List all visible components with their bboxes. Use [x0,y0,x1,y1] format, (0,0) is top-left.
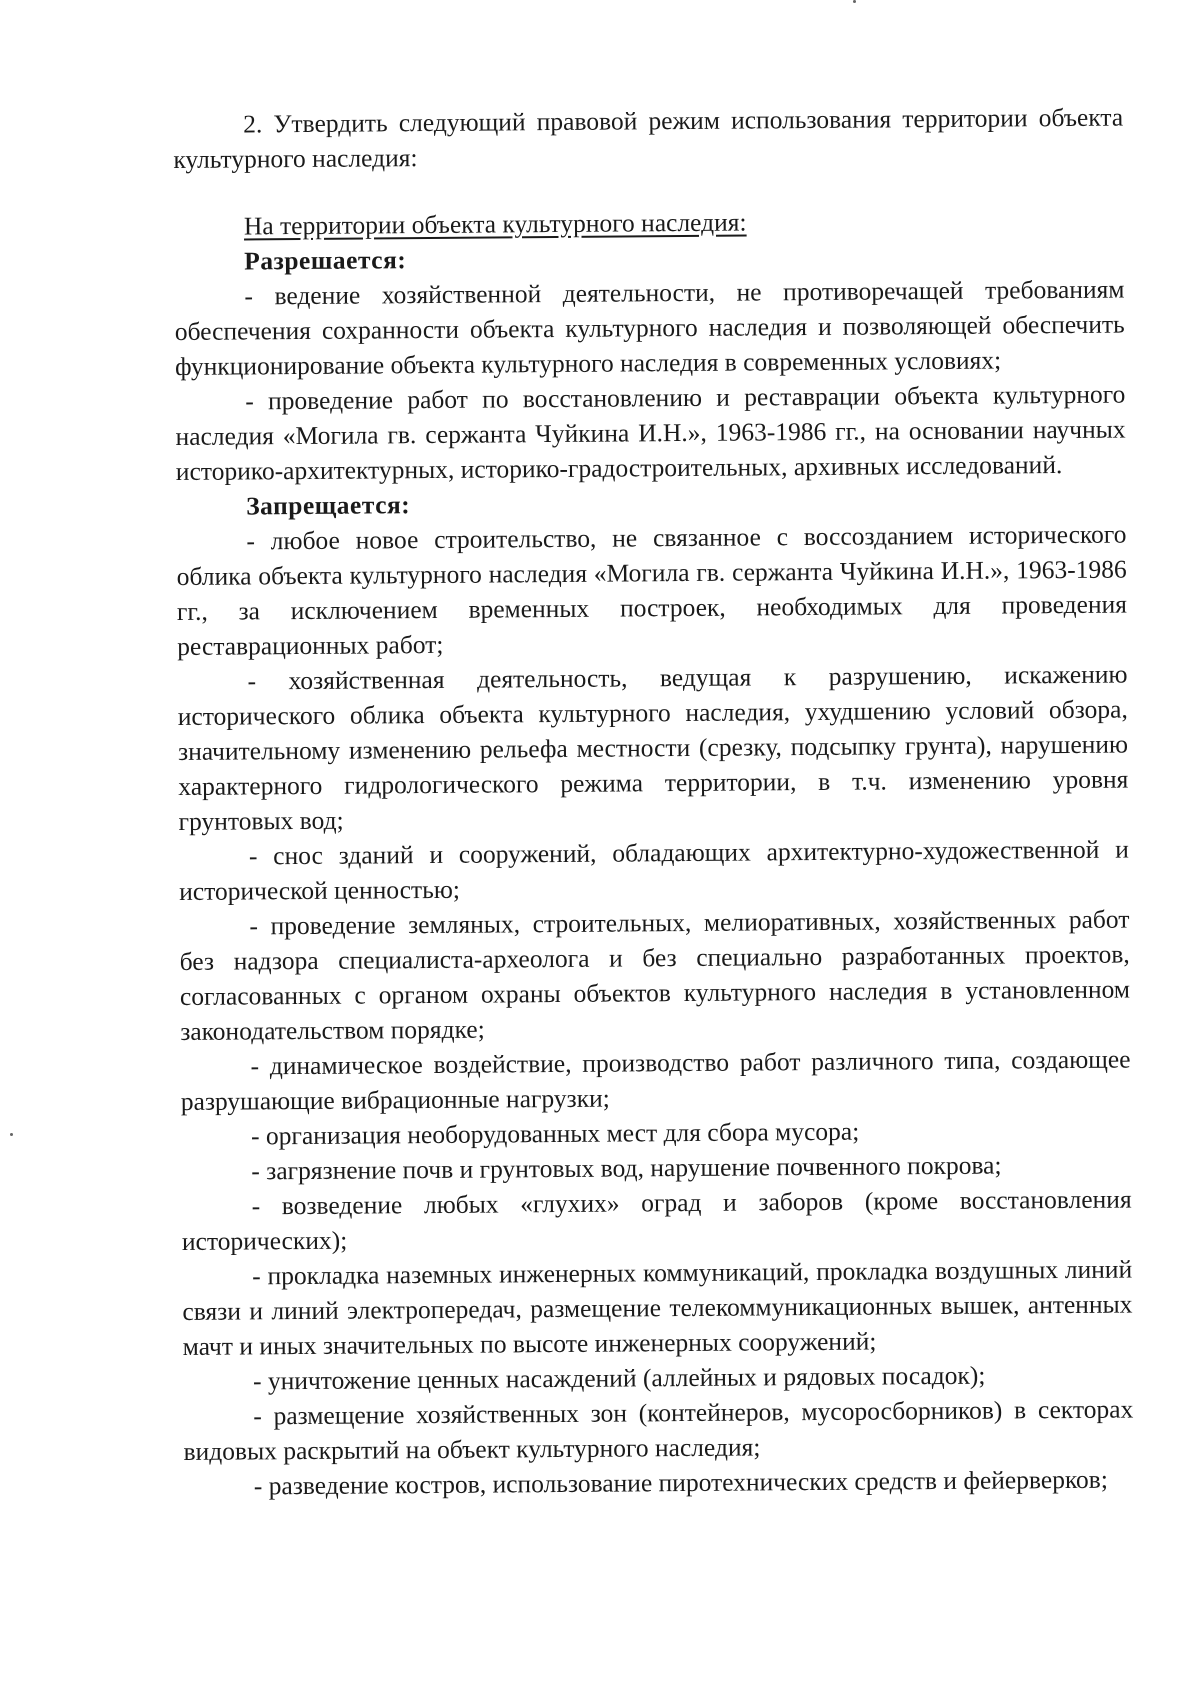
forbidden-label: Запрещается: [246,490,411,521]
forbidden-item: - размещение хозяйственных зон (контейнеров, мусоросборников) в секторах видовых раскрытий на объект культурного наследия; [183,1394,1134,1466]
intro-paragraph: 2. Утвердить следующий правовой режим использования территории объекта культурного наследия: [173,102,1124,174]
forbidden-item: - снос зданий и сооружений, обладающих архитектурно-художественной и исторической ценностью; [179,834,1129,906]
scan-speck [10,1133,13,1136]
forbidden-item: - организация необорудованных мест для сбора мусора; [250,1116,860,1151]
forbidden-item: - динамическое воздействие, производство работ различного типа, создающее разрушающие вибрационные нагрузки; [180,1044,1131,1116]
allowed-item: - ведение хозяйственной деятельности, не противоречащей требованиям обеспечения сохранности объекта культурного наследия и позволяющей обеспечить функционирование объекта культурного наследия в современных условиях; [174,274,1125,381]
forbidden-item: - проведение земляных, строительных, мелиоративных, хозяйственных работ без надзора специалиста-археолога и без специально разработанных проектов, согласованных с органом охраны объектов культурного наследия в установленном законодательством порядке; [179,904,1131,1046]
forbidden-list [176,517,1134,1504]
allowed-item: - проведение работ по восстановлению и реставрации объекта культурного наследия «Могила гв. сержанта Чуйкина И.Н.», 1963-1986 гг., на основании научных историко-архитектурных, историко-градостроительных, архивных исследований. [175,379,1126,486]
scan-speck [853,0,856,3]
allowed-list [174,272,1126,489]
forbidden-item: - любое новое строительство, не связанное с воссозданием исторического облика объекта культурного наследия «Могила гв. сержанта Чуйкина И.Н.», 1963-1986 гг., за исключением временных построек, необходимых для проведения реставрационных работ; [176,519,1128,661]
forbidden-item: - разведение костров, использование пиротехнических средств и фейерверков; [253,1464,1108,1501]
forbidden-item: - загрязнение почв и грунтовых вод, нарушение почвенного покрова; [251,1150,1002,1186]
territory-heading: На территории объекта культурного наследия: [243,207,747,241]
document-body [173,100,1134,1504]
forbidden-item: - уничтожение ценных насаждений (аллейных и рядовых посадок); [252,1360,986,1396]
forbidden-item: - прокладка наземных инженерных коммуникаций, прокладка воздушных линий связи и линий электропередач, размещение телекоммуникационных вышек, антенных мачт и иных значительных по высоте инженерных сооружений; [182,1254,1133,1361]
allowed-label: Разрешается: [244,245,407,276]
forbidden-item: - хозяйственная деятельность, ведущая к разрушению, искажению исторического облика объекта культурного наследия, ухудшению условий обзора, значительному изменению рельефа местности (срезку, подсыпку грунта), нарушению характерного гидрологического режима территории, в т.ч. изменению уровня грунтовых вод; [177,659,1129,836]
forbidden-item: - возведение любых «глухих» оград и заборов (кроме восстановления исторических); [181,1184,1132,1256]
